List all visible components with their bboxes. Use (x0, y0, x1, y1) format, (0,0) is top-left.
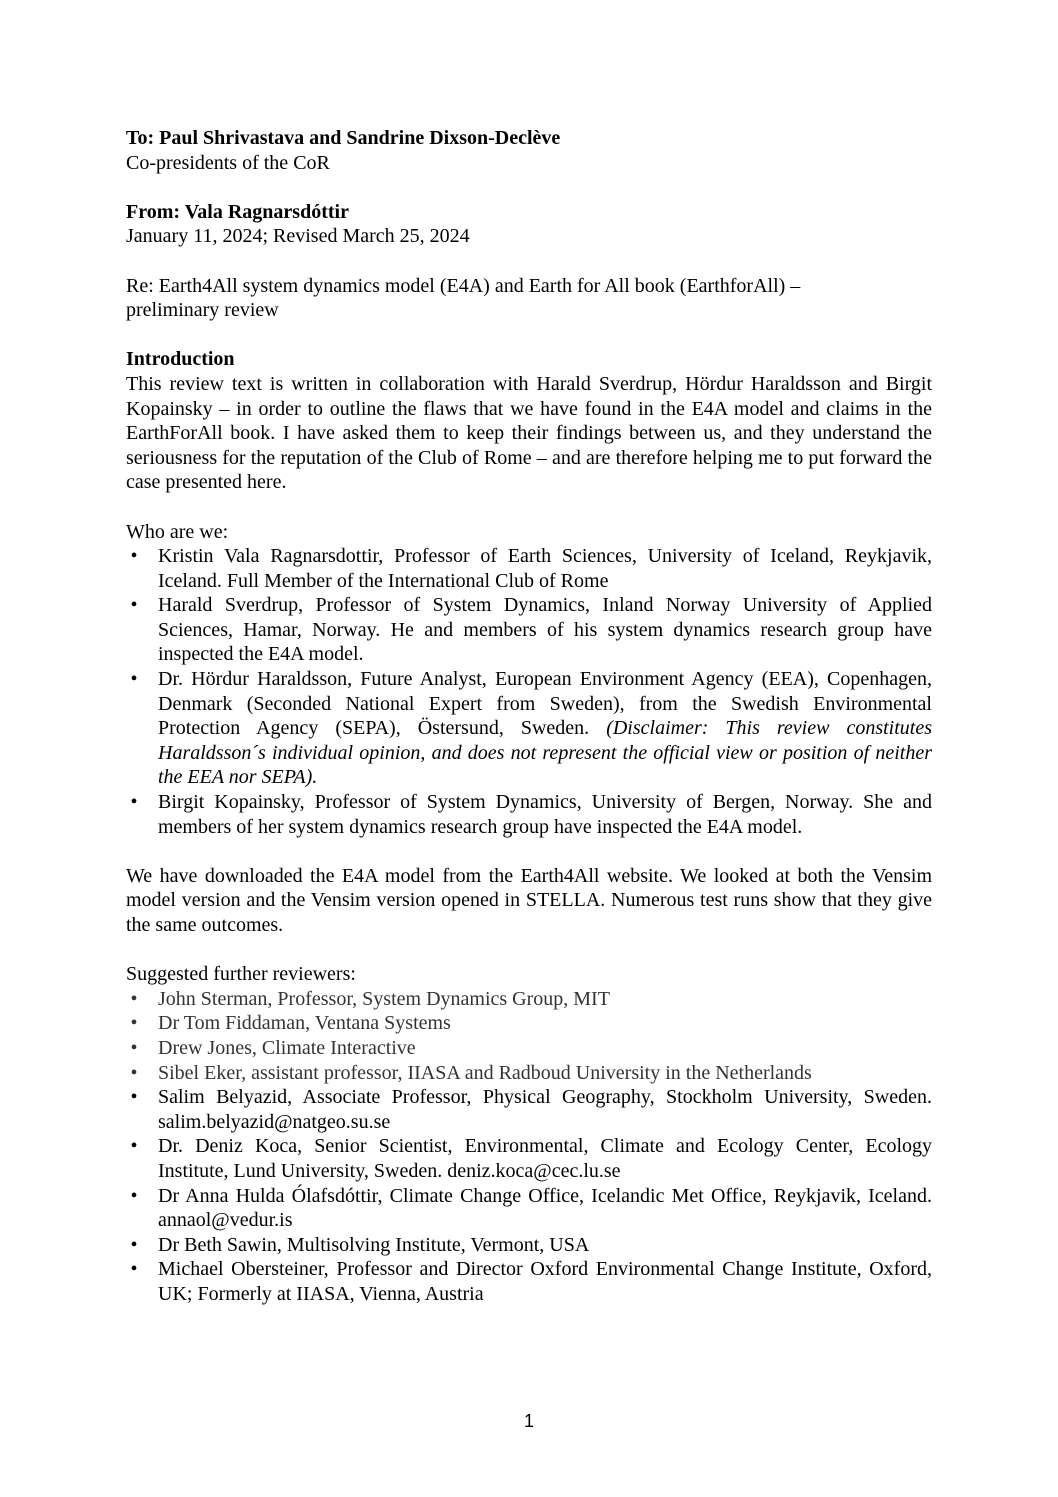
bullet-icon: • (130, 987, 138, 1010)
bullet-icon: • (130, 1086, 138, 1109)
list-item (126, 667, 932, 790)
to-role: Co-presidents of the CoR (126, 151, 330, 174)
list-item (126, 1011, 932, 1036)
bullet-icon: • (130, 1012, 138, 1035)
who-are-we-list (126, 544, 932, 839)
bullet-icon: • (130, 668, 138, 691)
reviewer-text: Michael Obersteiner, Professor and Director Oxford Environmental Change Institute, Oxford, UK; Formerly at IIASA, Vienna, Austria (158, 1258, 932, 1305)
list-item (126, 1257, 932, 1306)
bullet-icon: • (130, 545, 138, 568)
list-item-text: Harald Sverdrup, Professor of System Dynamics, Inland Norway University of Applied Sciences, Hamar, Norway. He and members of his system dynamics research group have inspected the E4A model. (158, 594, 932, 666)
reviewer-text: Drew Jones, Climate Interactive (158, 1036, 416, 1059)
reviewer-text: Dr Beth Sawin, Multisolving Institute, Vermont, USA (158, 1233, 590, 1256)
reviewers-list (126, 987, 932, 1307)
who-are-we-heading: Who are we: (126, 520, 229, 543)
introduction-body: This review text is written in collaboration with Harald Sverdrup, Hördur Haraldsson and Birgit Kopainsky – in order to outline the flaws that we have found in the E4A model and claims in the EarthForAll book. I have asked them to keep their findings between us, and they understand the seriousness for the reputation of the Club of Rome – and are therefore helping me to put forward the case presented here. (126, 372, 932, 494)
reviewer-text: Salim Belyazid, Associate Professor, Physical Geography, Stockholm University, Sweden. salim.belyazid@natgeo.su.se (158, 1086, 932, 1133)
bullet-icon: • (130, 1061, 138, 1084)
document-page (126, 126, 932, 1307)
bullet-icon: • (130, 791, 138, 814)
reviewers-heading: Suggested further reviewers: (126, 963, 356, 986)
page-number: 1 (523, 1411, 534, 1431)
model-paragraph: We have downloaded the E4A model from the Earth4All website. We looked at both the Vensim model version and the Vensim version opened in STELLA. Numerous test runs show that they give the same outcomes. (126, 864, 932, 936)
to-heading: To: Paul Shrivastava and Sandrine Dixson-Declève (126, 127, 561, 149)
introduction-heading: Introduction (126, 348, 235, 371)
list-item-text: Dr. Hördur Haraldsson, Future Analyst, European Environment Agency (EEA), Copenhagen, Denmark (Seconded National Expert from Sweden), from the Swedish Environmental Protection Agency (SEPA), Östersund, Sweden. (158, 668, 932, 740)
reviewer-text: Sibel Eker, assistant professor, IIASA and Radboud University in the Netherlands (158, 1061, 812, 1084)
list-item-text: Birgit Kopainsky, Professor of System Dynamics, University of Bergen, Norway. She and members of her system dynamics research group have inspected the E4A model. (158, 791, 932, 838)
reviewer-text: Dr Tom Fiddaman, Ventana Systems (158, 1012, 451, 1035)
list-item (126, 987, 932, 1012)
list-item (126, 1233, 932, 1258)
disclaimer-text: (Disclaimer: This review constitutes Haraldsson´s individual opinion, and does not represent the official view or position of neither the EEA nor SEPA). (158, 717, 932, 789)
from-heading: From: Vala Ragnarsdóttir (126, 200, 349, 223)
bullet-icon: • (130, 1036, 138, 1059)
list-item (126, 544, 932, 593)
list-item (126, 1061, 932, 1086)
subject-line-1: Re: Earth4All system dynamics model (E4A) and Earth for All book (EarthforAll) – (126, 274, 801, 297)
subject-line-2: preliminary review (126, 299, 279, 322)
bullet-icon: • (130, 1258, 138, 1281)
bullet-icon: • (130, 1184, 138, 1207)
bullet-icon: • (130, 594, 138, 617)
list-item (126, 790, 932, 839)
list-item (126, 1085, 932, 1134)
bullet-icon: • (130, 1233, 138, 1256)
reviewer-text: Dr Anna Hulda Ólafsdóttir, Climate Change Office, Icelandic Met Office, Reykjavik, Iceland. annaol@vedur.is (158, 1184, 932, 1232)
list-item (126, 1184, 932, 1233)
list-item (126, 1134, 932, 1183)
bullet-icon: • (130, 1135, 138, 1158)
list-item (126, 1036, 932, 1061)
list-item (126, 593, 932, 667)
reviewer-text: Dr. Deniz Koca, Senior Scientist, Environmental, Climate and Ecology Center, Ecology Institute, Lund University, Sweden. deniz.koca@cec.lu.se (158, 1135, 932, 1182)
reviewer-text: John Sterman, Professor, System Dynamics Group, MIT (158, 987, 610, 1010)
list-item-text: Kristin Vala Ragnarsdottir, Professor of Earth Sciences, University of Iceland, Reykjavik, Iceland. Full Member of the International Club of Rome (158, 545, 932, 592)
document-date: January 11, 2024; Revised March 25, 2024 (126, 225, 470, 248)
